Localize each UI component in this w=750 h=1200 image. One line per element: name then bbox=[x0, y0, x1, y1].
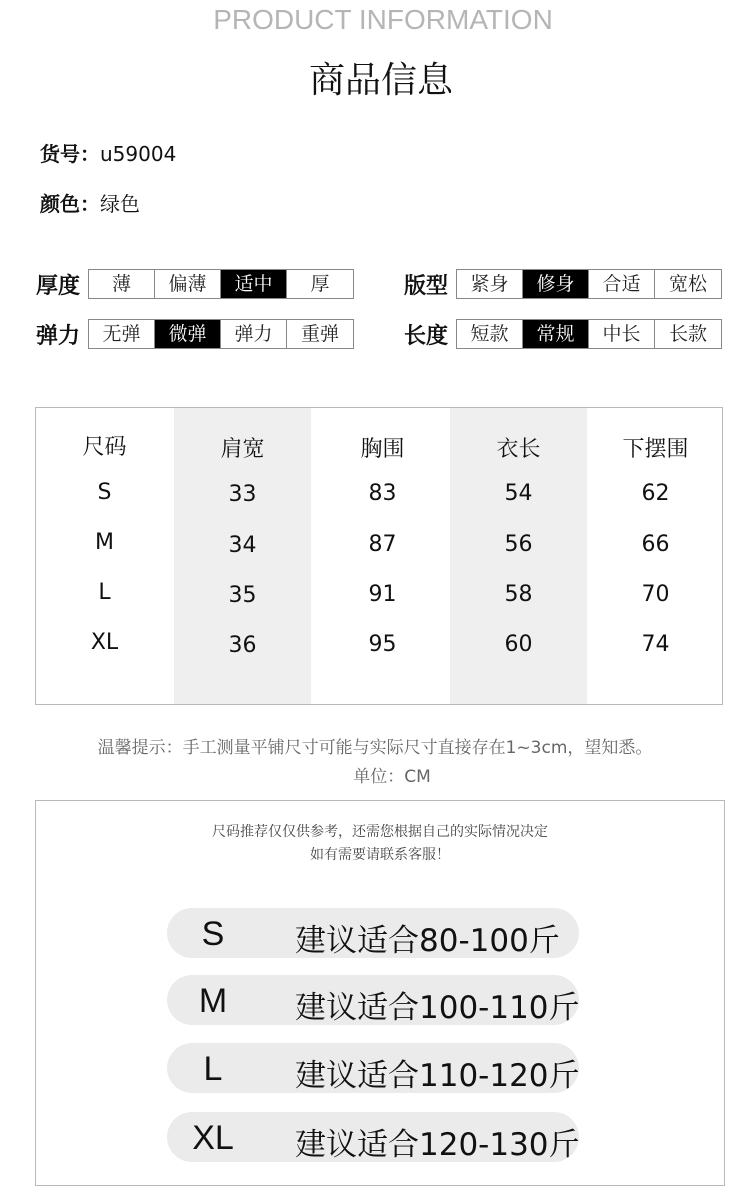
attr-option-selected: 常规 bbox=[523, 320, 589, 348]
attr-option: 紧身 bbox=[457, 270, 523, 298]
table-header: 肩宽 bbox=[220, 437, 265, 462]
attr-elasticity bbox=[36, 319, 354, 349]
attr-option: 重弹 bbox=[300, 323, 339, 345]
attr-options bbox=[88, 269, 354, 299]
recommendation-size: L bbox=[203, 1050, 223, 1088]
recommendation-size: S bbox=[201, 915, 225, 953]
sku-value: u59004 bbox=[100, 142, 177, 166]
attr-label: 厚度 bbox=[36, 273, 81, 299]
sku-label: 货号： bbox=[40, 142, 100, 166]
table-header: 胸围 bbox=[360, 437, 405, 462]
table-cell: 87 bbox=[368, 532, 397, 557]
color-label: 颜色： bbox=[40, 192, 100, 216]
attr-thickness bbox=[36, 269, 354, 299]
measurement-tip: 温馨提示：手工测量平铺尺寸可能与实际尺寸直接存在1~3cm，望知悉。 bbox=[97, 738, 653, 758]
table-cell: 60 bbox=[504, 632, 533, 657]
recommendation-item bbox=[167, 908, 579, 958]
size-recommendation bbox=[35, 800, 725, 1186]
recommendation-size: XL bbox=[192, 1119, 234, 1157]
table-cell: 74 bbox=[641, 632, 670, 657]
table-cell: 36 bbox=[228, 633, 257, 658]
attr-option: 厚 bbox=[310, 273, 330, 295]
recommendation-item bbox=[167, 975, 579, 1025]
unit-note: 单位：CM bbox=[353, 767, 431, 787]
attr-option: 弹力 bbox=[221, 320, 287, 348]
table-cell: 58 bbox=[504, 582, 533, 607]
color-line bbox=[40, 188, 140, 217]
hem-column bbox=[587, 408, 724, 704]
recommendation-item bbox=[167, 1043, 579, 1093]
page-title: 商品信息 bbox=[308, 60, 453, 101]
attr-option: 宽松 bbox=[668, 273, 707, 295]
recommendation-note: 尺码推荐仅仅供参考，还需您根据自己的实际情况决定 bbox=[212, 824, 548, 840]
table-header: 尺码 bbox=[82, 435, 127, 460]
table-cell: 70 bbox=[641, 582, 670, 607]
table-cell: XL bbox=[90, 630, 119, 655]
attr-options bbox=[456, 269, 722, 299]
table-cell: M bbox=[95, 530, 114, 555]
attr-option: 长款 bbox=[668, 323, 707, 345]
color-value: 绿色 bbox=[100, 192, 140, 216]
attr-option: 合适 bbox=[589, 270, 655, 298]
table-cell: 83 bbox=[368, 481, 397, 506]
table-header: 衣长 bbox=[496, 437, 541, 462]
table-cell: 35 bbox=[228, 583, 257, 608]
attr-option: 偏薄 bbox=[155, 270, 221, 298]
size-column bbox=[36, 408, 173, 704]
recommendation-text: 建议适合100-110斤 bbox=[295, 990, 580, 1026]
sku-line bbox=[40, 138, 176, 167]
attr-option-selected: 修身 bbox=[523, 270, 589, 298]
attr-option: 中长 bbox=[589, 320, 655, 348]
recommendation-size: M bbox=[198, 982, 228, 1020]
table-cell: L bbox=[98, 580, 111, 605]
attr-option: 短款 bbox=[457, 320, 523, 348]
table-cell: 34 bbox=[228, 533, 257, 558]
attr-option-selected: 微弹 bbox=[155, 320, 221, 348]
table-cell: 54 bbox=[504, 481, 533, 506]
table-cell: S bbox=[97, 480, 112, 505]
table-cell: 91 bbox=[368, 582, 397, 607]
attr-label: 弹力 bbox=[36, 323, 81, 349]
recommendation-text: 建议适合80-100斤 bbox=[295, 923, 560, 959]
shoulder-column bbox=[174, 408, 311, 704]
chest-column bbox=[314, 408, 451, 704]
recommendation-item bbox=[167, 1112, 579, 1162]
attr-label: 版型 bbox=[404, 273, 449, 299]
contact-note: 如有需要请联系客服！ bbox=[310, 847, 450, 863]
table-cell: 66 bbox=[641, 532, 670, 557]
attr-option: 薄 bbox=[89, 270, 155, 298]
length-column bbox=[450, 408, 587, 704]
attr-option-selected: 适中 bbox=[221, 270, 287, 298]
attr-option: 无弹 bbox=[89, 320, 155, 348]
attr-fit bbox=[404, 269, 722, 299]
table-cell: 62 bbox=[641, 481, 670, 506]
title-english: PRODUCT INFORMATION bbox=[213, 4, 553, 35]
attr-length bbox=[404, 319, 722, 349]
table-cell: 56 bbox=[504, 532, 533, 557]
attr-label: 长度 bbox=[404, 323, 449, 349]
table-cell: 33 bbox=[228, 482, 257, 507]
table-cell: 95 bbox=[368, 632, 397, 657]
recommendation-text: 建议适合120-130斤 bbox=[295, 1127, 580, 1163]
attr-options bbox=[88, 319, 354, 349]
attr-options bbox=[456, 319, 722, 349]
size-table bbox=[35, 407, 723, 705]
table-header: 下摆围 bbox=[622, 437, 689, 462]
recommendation-text: 建议适合110-120斤 bbox=[295, 1058, 580, 1094]
